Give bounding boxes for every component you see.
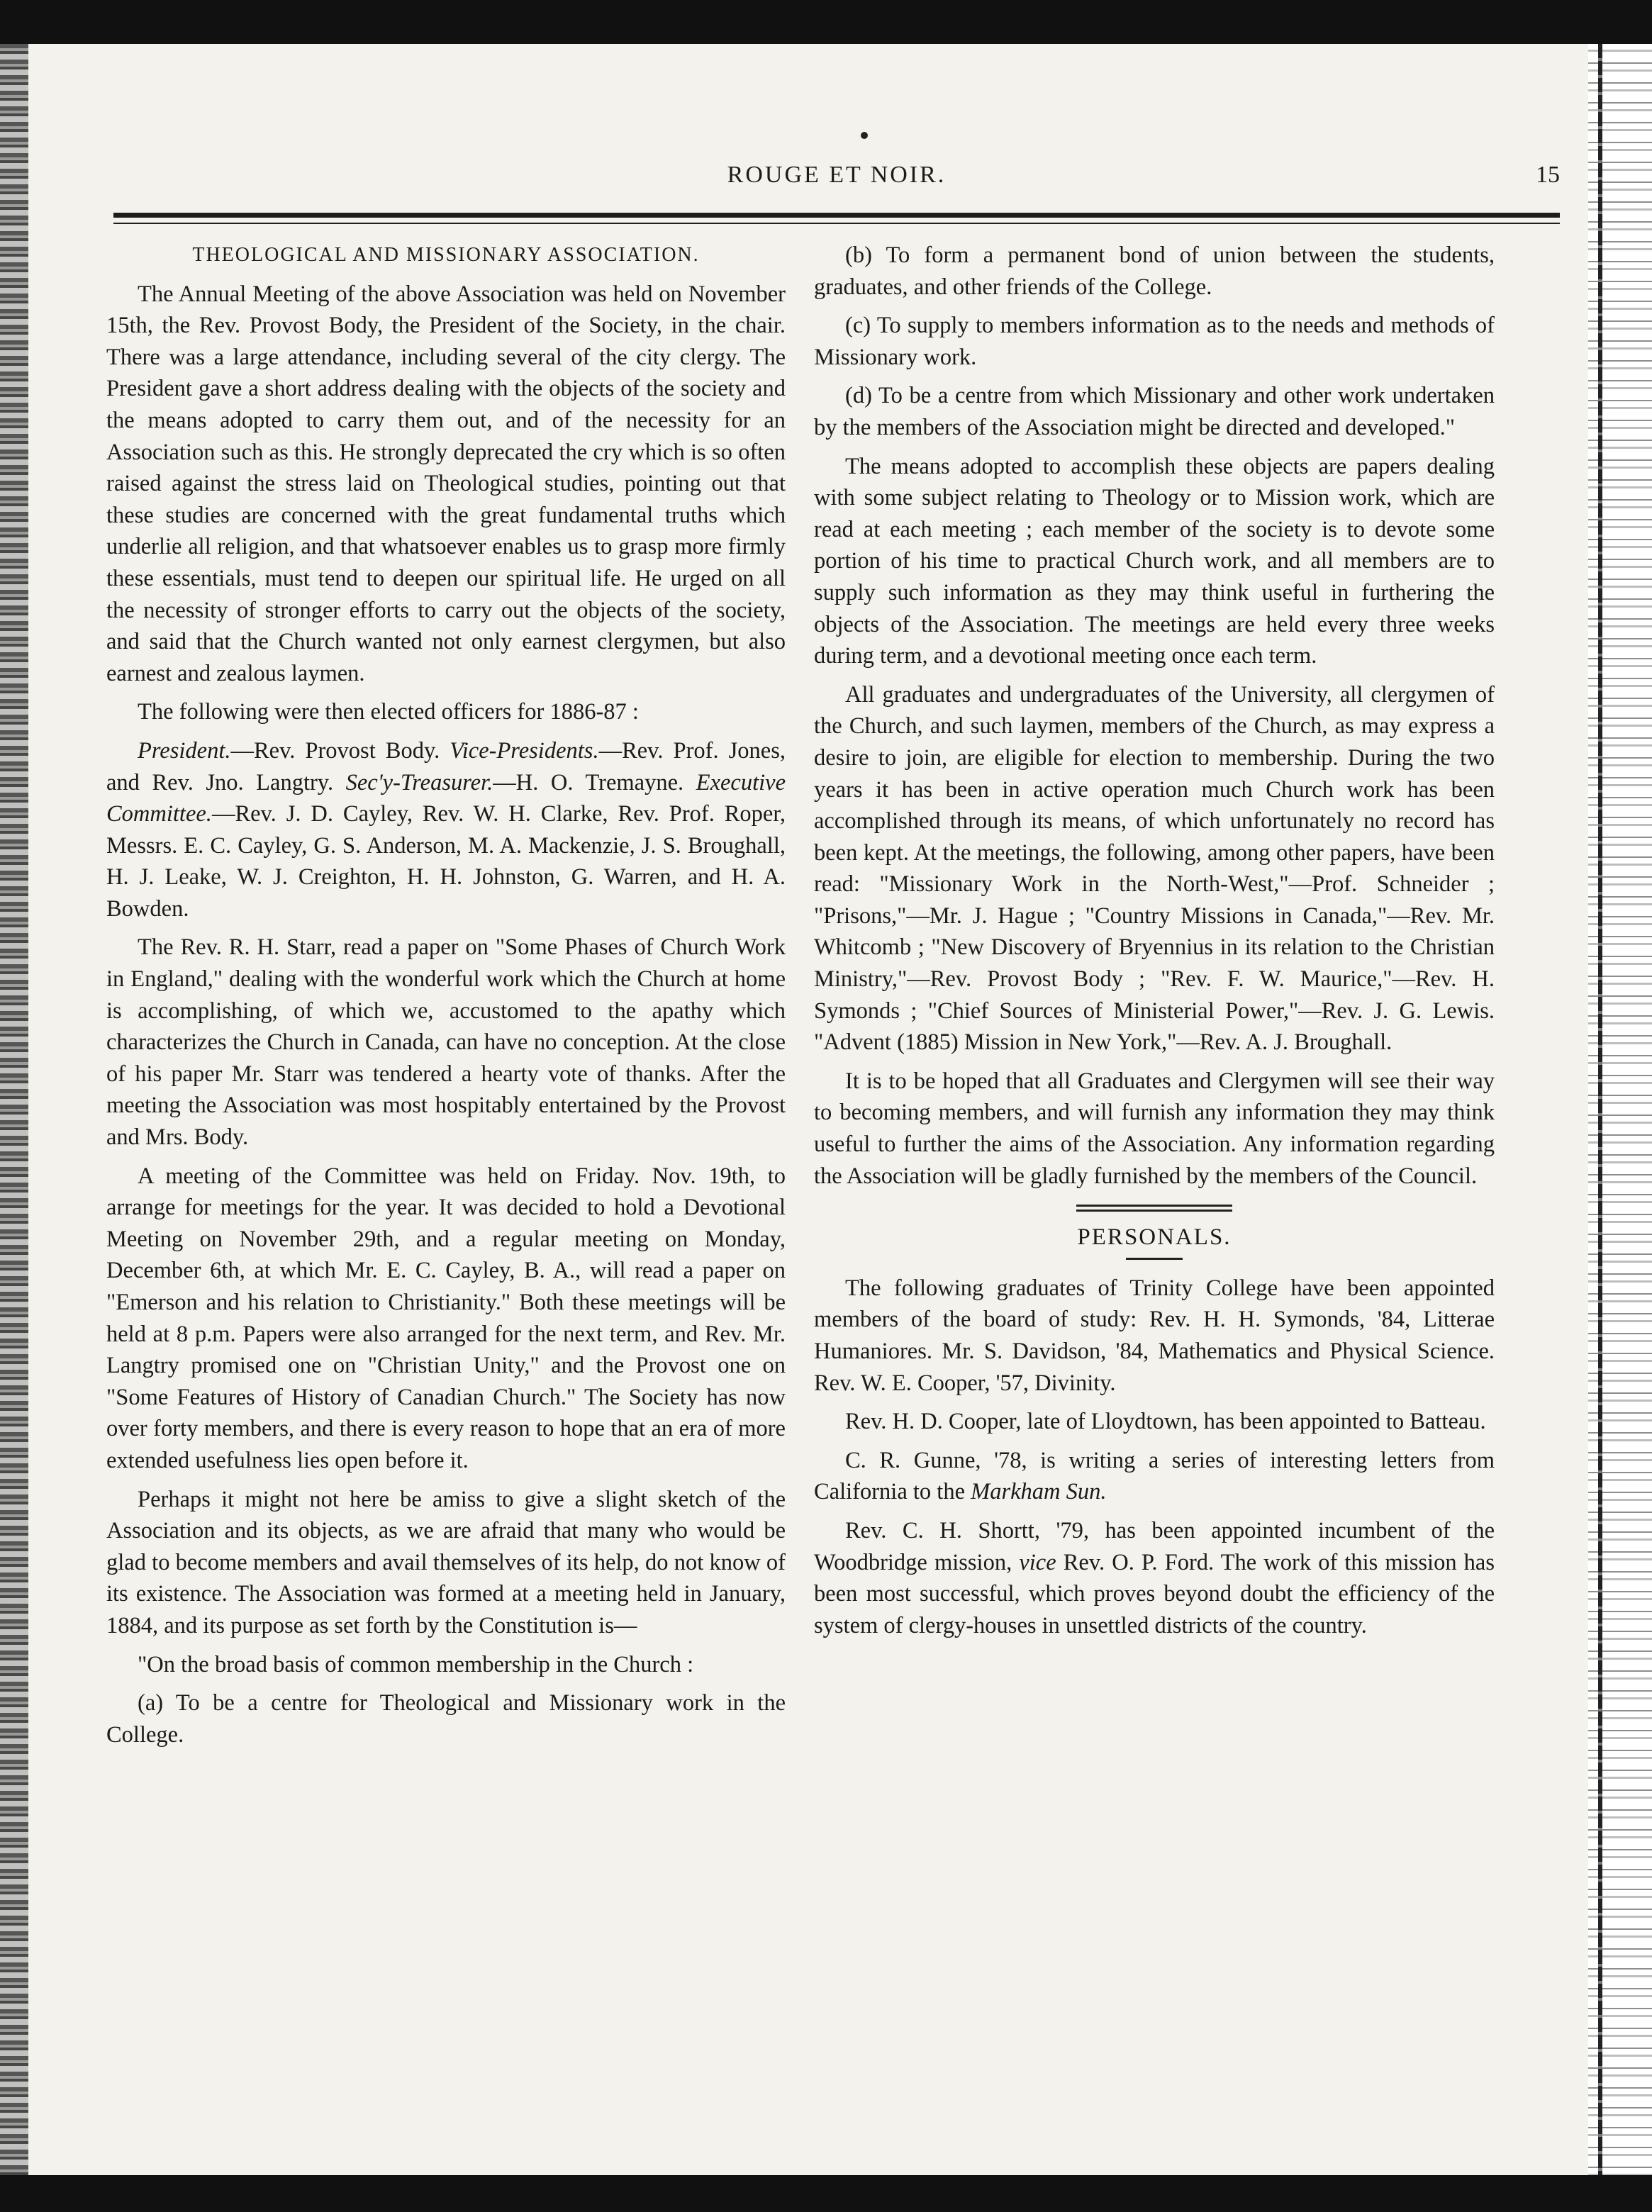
section-divider bbox=[1076, 1205, 1232, 1212]
newspaper-name: Markham Sun. bbox=[971, 1479, 1107, 1505]
vice-word: vice bbox=[1019, 1549, 1056, 1575]
scan-border-right bbox=[1588, 44, 1652, 2175]
executive-label: Executive Committee. bbox=[106, 769, 786, 827]
paragraph: All graduates and undergraduates of the University, all clergymen of the Church, and such laymen, members of the Church, as may express a desire to join, are eligible for election to membership. During the two years it has been in active operation much Church work has been accomplished through its means, of which unfortunately no record has been kept. At the meetings, the following, among other papers, have been read: "Missionary Work in the North-West,"—Prof. Schneider ; "Prisons,"—Mr. J. Hague ; "Country Missions in Canada,"—Rev. Mr. Whitcomb ; "New Discovery of Bryennius in its relation to the Christian Ministry,"—Rev. Provost Body ; "Rev. F. W. Maurice,"—Rev. H. Symonds ; "Chief Sources of Ministerial Power,"—Rev. J. G. Lewis. "Advent (1885) Mission in New York,"—Rev. A. J. Broughall. bbox=[814, 681, 1495, 1056]
header-rule-thick bbox=[113, 213, 1560, 218]
paragraph: (c) To supply to members information as to the needs and methods of Missionary work. bbox=[814, 313, 1495, 370]
executive-text: —Rev. J. D. Cayley, Rev. W. H. Clarke, Rev. Prof. Roper, Messrs. E. C. Cayley, G. S. Anderson, M. A. Mackenzie, J. S. Broughall, H. J. Leake, W. J. Creighton, H. H. Johnston, G. Warren, and H. A. Bowden. bbox=[106, 801, 786, 922]
running-title: ROUGE ET NOIR. bbox=[727, 162, 947, 188]
personals-rule bbox=[1126, 1258, 1183, 1260]
paragraph: A meeting of the Committee was held on Friday. Nov. 19th, to arrange for meetings for the year. It was decided to hold a Devotional Meeting on November 29th, and a regular meeting on Monday, December 6th, at which Mr. E. C. Cayley, B. A., will read a paper on "Emerson and his relation to Christianity." Both these meetings will be held at 8 p.m. Papers were also arranged for the next term, and Rev. Mr. Langtry promised one on "Christian Unity," and the Provost one on "Some Features of History of Canadian Church." The Society has now over forty members, and there is every reason to hope that an era of more extended usefulness lies open before it. bbox=[106, 1163, 786, 1473]
personal-text: C. R. Gunne, '78, is writing a series of interesting letters from California to the bbox=[814, 1447, 1495, 1505]
paragraph: The Rev. R. H. Starr, read a paper on "Some Phases of Church Work in England," dealing with the wonderful work which the Church at home is accomplishing, of which we, accustomed to the apathy which characterizes the Church in Canada, can have no conception. At the close of his paper Mr. Starr was tendered a hearty vote of thanks. After the meeting the Association was most hospitably entertained by the Provost and Mrs. Body. bbox=[106, 934, 786, 1151]
paragraph: (d) To be a centre from which Missionary and other work undertaken by the members of the Association might be directed and developed." bbox=[814, 383, 1495, 440]
paragraph: The Annual Meeting of the above Association was held on November 15th, the Rev. Provost Body, the President of the Society, in the chair. There was a large attendance, including several of the city clergy. The President gave a short address dealing with the objects of the society and the means adopted to carry them out, and of the necessity for an Association such as this. He strongly deprecated the cry which is so often raised against the stress laid on Theological studies, pointing out that these studies are concerned with the great fundamental truths which underlie all religion, and that whatsoever enables us to grasp more firmly these essentials, must tend to deepen our spiritual life. He urged on all the necessity of stronger efforts to carry out the objects of the society, and said that the Church wanted not only earnest clergymen, but also earnest and zealous laymen. bbox=[106, 281, 786, 686]
paragraph: The following were then elected officers for 1886-87 : bbox=[138, 699, 639, 725]
paragraph: (b) To form a permanent bond of union between the students, graduates, and other friends of the College. bbox=[814, 242, 1495, 300]
personals-title: PERSONALS. bbox=[1077, 1224, 1232, 1251]
page-number: 15 bbox=[1536, 162, 1560, 188]
scan-border-top bbox=[0, 0, 1652, 44]
right-column bbox=[814, 240, 1495, 1648]
secretary-text: —H. O. Tremayne. bbox=[493, 769, 684, 795]
secretary-label: Sec'y-Treasurer. bbox=[345, 769, 493, 795]
paragraph: Perhaps it might not here be amiss to give a slight sketch of the Association and its objects, as we are afraid that many who would be glad to become members and avail themselves of its help, do not know of its existence. The Association was formed at a meeting held in January, 1884, and its purpose as set forth by the Constitution is— bbox=[106, 1486, 786, 1638]
scan-border-left bbox=[0, 44, 28, 2175]
president-text: —Rev. Provost Body. bbox=[230, 737, 440, 764]
personal-item: The following graduates of Trinity College have been appointed members of the board of study: Rev. H. H. Symonds, '84, Litterae Humaniores. Mr. S. Davidson, '84, Mathematics and Physical Science. Rev. W. E. Cooper, '57, Divinity. bbox=[814, 1275, 1495, 1396]
personal-item: Rev. H. D. Cooper, late of Lloydtown, has been appointed to Batteau. bbox=[845, 1409, 1486, 1435]
paragraph: (a) To be a centre for Theological and Missionary work in the College. bbox=[106, 1690, 786, 1748]
vice-presidents-label: Vice-Presidents. bbox=[450, 737, 599, 764]
personal-item bbox=[814, 1515, 1495, 1641]
personal-item bbox=[814, 1445, 1495, 1508]
scan-border-bottom bbox=[0, 2175, 1652, 2212]
section-title: THEOLOGICAL AND MISSIONARY ASSOCIATION. bbox=[192, 244, 700, 266]
ink-speck bbox=[861, 132, 868, 139]
header-rule-thin bbox=[113, 223, 1560, 224]
personal-text: Rev. C. H. Shortt, '79, has been appointed incumbent of the Woodbridge mission, bbox=[814, 1517, 1495, 1575]
president-label: President. bbox=[138, 737, 231, 764]
officers-list bbox=[106, 735, 786, 925]
left-column bbox=[106, 240, 786, 1758]
vice-presidents-text: —Rev. Prof. Jones, and Rev. Jno. Langtry. bbox=[106, 737, 786, 795]
paragraph: It is to be hoped that all Graduates and Clergymen will see their way to becoming members, and will furnish any information they may think useful to further the aims of the Association. Any information regarding the Association will be gladly furnished by the members of the Council. bbox=[814, 1068, 1495, 1189]
personal-text-cont: Rev. O. P. Ford. The work of this mission has been most successful, which proves beyond doubt the efficiency of the system of clergy-houses in unsettled districts of the country. bbox=[814, 1549, 1495, 1638]
paragraph: The means adopted to accomplish these objects are papers dealing with some subject relating to Theology or to Mission work, which are read at each meeting ; each member of the society is to devote some portion of his time to practical Church work, and all members are to supply such information as they may think useful in furthering the objects of the Association. The meetings are held every three weeks during term, and a devotional meeting once each term. bbox=[814, 453, 1495, 669]
paragraph: "On the broad basis of common membership in the Church : bbox=[138, 1651, 694, 1677]
